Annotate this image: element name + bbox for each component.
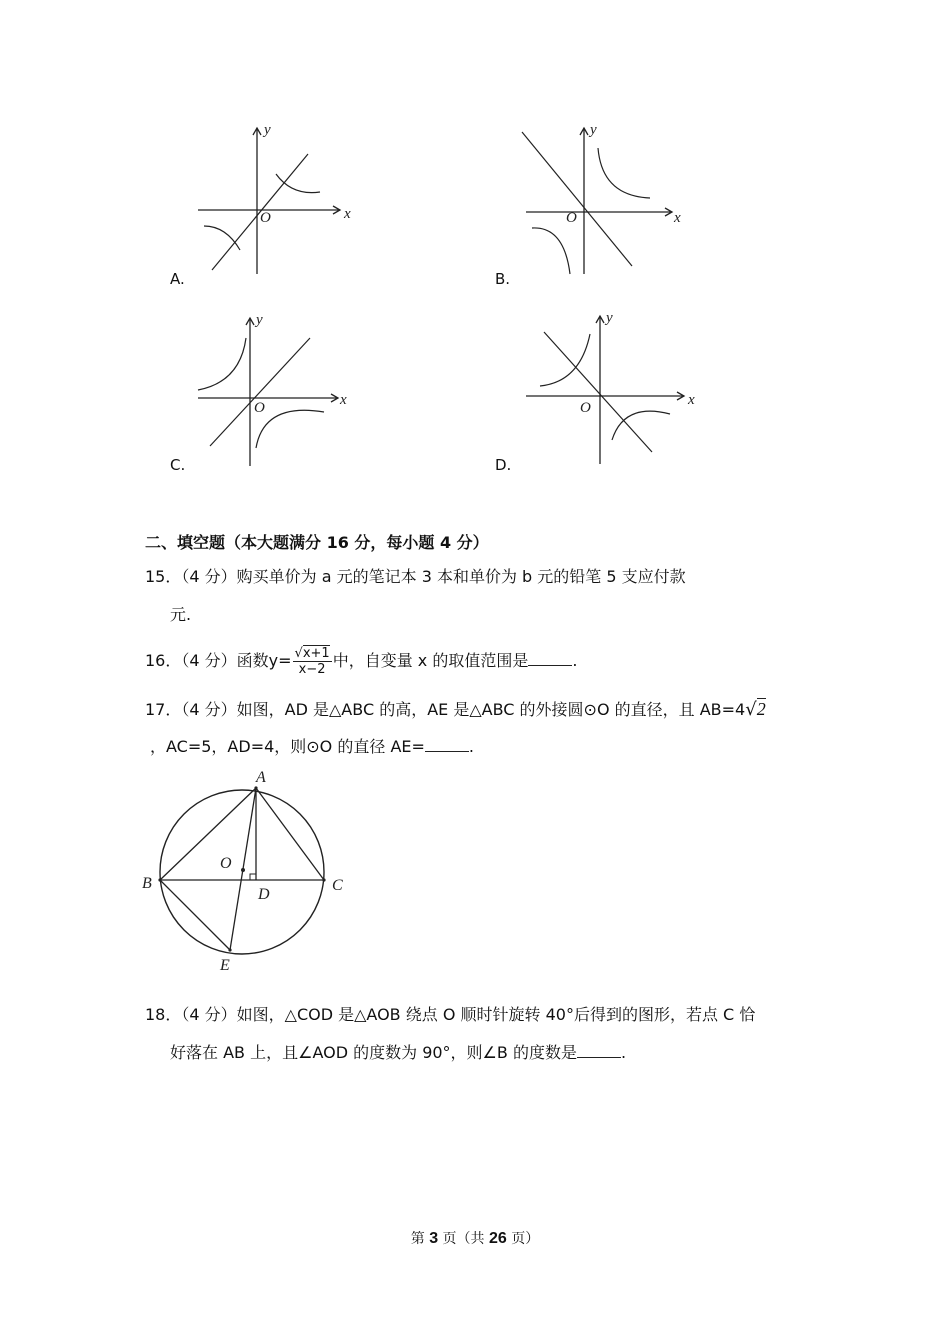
- footer-suffix: 页）: [511, 1231, 540, 1247]
- question-15-line1: [145, 566, 686, 588]
- page-footer: [0, 1228, 950, 1248]
- formula-fraction: [293, 646, 332, 677]
- answer-blank[interactable]: [528, 651, 572, 666]
- y-axis-label: y: [606, 310, 613, 326]
- question-17-line2: [150, 736, 474, 758]
- question-15-text: （4 分）购买单价为 a 元的笔记本 3 本和单价为 b 元的铅笔 5 支应付款: [181, 567, 686, 586]
- total-pages: 26: [489, 1230, 507, 1247]
- option-d-label: D.: [495, 456, 512, 474]
- footer-mid: 页（共: [442, 1231, 485, 1247]
- page-number: 3: [429, 1230, 439, 1247]
- question-15-number: 15．: [145, 567, 182, 586]
- option-c-label: C.: [170, 456, 186, 474]
- question-15-line2: 元.: [170, 605, 192, 624]
- question-18-text: （4 分）如图，△COD 是△AOB 绕点 O 顺时针旋转 40°后得到的图形，若点 C 恰: [181, 1005, 756, 1024]
- point-b-label: B: [142, 875, 152, 892]
- question-16-number: 16．: [145, 651, 182, 670]
- point-e-label: E: [220, 957, 230, 974]
- question-17-end: .: [468, 737, 475, 756]
- option-b-label: B.: [495, 270, 511, 288]
- question-18-text-2: 好落在 AB 上，且∠AOD 的度数为 90°，则∠B 的度数是: [170, 1043, 577, 1062]
- origin-label: O: [254, 400, 265, 416]
- origin-label: O: [580, 400, 591, 416]
- point-c-label: C: [332, 877, 343, 894]
- formula-lhs: y=: [268, 651, 292, 670]
- formula-denominator: x−2: [298, 662, 326, 677]
- y-axis-label: y: [590, 122, 597, 138]
- question-16-end: .: [572, 651, 578, 670]
- point-a-label: A: [256, 769, 266, 786]
- point-d-label: D: [258, 886, 270, 903]
- origin-label: O: [260, 210, 271, 226]
- answer-blank[interactable]: [577, 1043, 621, 1058]
- question-18-line1: [145, 1004, 755, 1026]
- answer-blank[interactable]: [425, 737, 469, 752]
- section-title: 二、填空题（本大题满分 16 分，每小题 4 分）: [145, 533, 489, 552]
- question-17-number: 17．: [145, 700, 182, 719]
- y-axis-label: y: [256, 312, 263, 328]
- x-axis-label: x: [674, 210, 681, 226]
- sqrt-value: 2: [756, 699, 766, 719]
- graph-option-a: [190, 118, 360, 278]
- origin-label: O: [566, 210, 577, 226]
- question-16: [145, 646, 577, 677]
- graph-option-b: [516, 118, 696, 278]
- y-axis-label: y: [264, 122, 271, 138]
- circle-figure: [136, 766, 366, 982]
- question-17-line1: [145, 698, 766, 721]
- question-17-text-2: ，AC=5，AD=4，则⊙O 的直径 AE=: [150, 737, 425, 756]
- question-16-suffix: 中，自变量 x 的取值范围是: [332, 651, 529, 670]
- question-17-text: （4 分）如图，AD 是△ABC 的高，AE 是△ABC 的外接圆⊙O 的直径，且 AB=4: [181, 700, 746, 719]
- question-18-line2: [170, 1042, 626, 1064]
- graph-option-c: [192, 310, 362, 470]
- question-18-end: .: [620, 1043, 627, 1062]
- graph-option-d: [520, 310, 700, 470]
- question-18-number: 18．: [145, 1005, 182, 1024]
- formula-numerator: √x+1: [294, 646, 330, 661]
- x-axis-label: x: [688, 392, 695, 408]
- sqrt-symbol: √: [745, 699, 757, 720]
- footer-prefix: 第: [410, 1231, 425, 1247]
- question-16-prefix: （4 分）函数: [181, 651, 269, 670]
- option-a-label: A.: [170, 270, 185, 288]
- point-o-label: O: [220, 855, 232, 872]
- x-axis-label: x: [340, 392, 347, 408]
- x-axis-label: x: [344, 206, 351, 222]
